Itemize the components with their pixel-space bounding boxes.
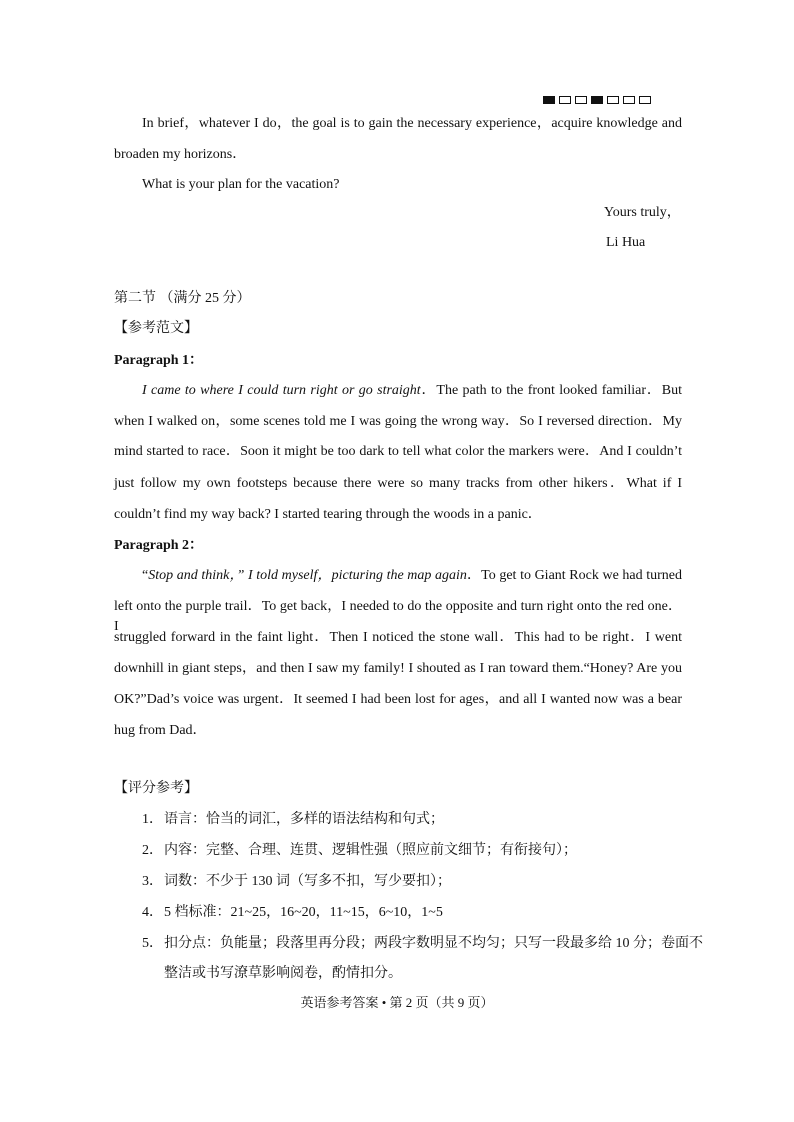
letter-closing: Yours truly， <box>604 205 681 220</box>
paragraph1-line-4: just follow my own footsteps because there were so many tracks from other hikers．What if I <box>114 476 682 491</box>
letter-line-3: What is your plan for the vacation? <box>142 177 340 192</box>
marker-square <box>623 96 635 104</box>
paragraph2-line-2: left onto the purple trail．To get back，I needed to do the opposite and turn right onto the red one．I <box>114 599 682 634</box>
marker-square <box>559 96 571 104</box>
paragraph2-line-1 <box>142 566 682 586</box>
marker-square <box>591 96 603 104</box>
scoring-item-number: 3． <box>142 874 163 889</box>
paragraph2-line-3: struggled forward in the faint light．Then I noticed the stone wall．This had to be right．I went <box>114 630 682 645</box>
scoring-item-1 <box>142 810 682 830</box>
scoring-item-2 <box>142 841 682 861</box>
scoring-item-number: 2． <box>142 843 163 858</box>
sample-label: 【参考范文】 <box>114 321 198 336</box>
scoring-item-text: 扣分点：负能量；段落里再分段；两段字数明显不均匀；只写一段最多给 10 分；卷面不 <box>164 936 703 951</box>
page-footer: 英语参考答案 • 第 2 页（共 9 页） <box>300 995 494 1010</box>
paragraph2-line-4: downhill in giant steps，and then I saw my family! I shouted as I ran toward them.“Honey? Are you <box>114 661 682 676</box>
marker-square <box>639 96 651 104</box>
paragraph1-opening-sentence: I came to where I could turn right or go straight <box>142 383 421 398</box>
scoring-item-number: 5． <box>142 936 163 951</box>
open-quote: “ <box>142 568 149 583</box>
scoring-item-number: 4． <box>142 905 163 920</box>
letter-line-1: In brief，whatever I do，the goal is to gain the necessary experience，acquire knowledge and <box>142 116 682 131</box>
paragraph1-line-5: couldn’t find my way back? I started tearing through the woods in a panic． <box>114 507 542 522</box>
paragraph1-line-1-rest: ．The path to the front looked familiar．But <box>420 383 682 398</box>
scoring-item-text: 5 档标准：21~25，16~20，11~15，6~10，1~5 <box>164 905 443 920</box>
scoring-item-4 <box>142 903 682 923</box>
paragraph1-line-2: when I walked on，some scenes told me I was going the wrong way．So I reversed direction．My <box>114 414 682 429</box>
scoring-item-number: 1． <box>142 812 163 827</box>
scoring-item-5-continued: 整洁或书写潦草影响阅卷，酌情扣分。 <box>164 966 402 981</box>
paragraph1-label: Paragraph 1： <box>114 353 204 368</box>
paragraph1-line-3: mind started to race．Soon it might be too dark to tell what color the markers were．And I couldn’t <box>114 444 682 459</box>
marker-square <box>543 96 555 104</box>
scoring-item-text: 内容：完整、合理、连贯、逻辑性强（照应前文细节；有衔接句）； <box>164 843 577 858</box>
paragraph2-label: Paragraph 2： <box>114 538 204 553</box>
scoring-item-text: 语言：恰当的词汇，多样的语法结构和句式； <box>164 812 444 827</box>
header-marker-squares <box>543 96 651 104</box>
letter-line-2: broaden my horizons． <box>114 147 247 162</box>
letter-signature: Li Hua <box>606 235 646 250</box>
marker-square <box>575 96 587 104</box>
scoring-item-5 <box>142 934 703 954</box>
scoring-item-3 <box>142 872 682 892</box>
marker-square <box>607 96 619 104</box>
paragraph2-line-6: hug from Dad． <box>114 723 207 738</box>
section-title: 第二节 （满分 25 分） <box>114 291 251 306</box>
paragraph2-line-1-rest: ．To get to Giant Rock we had turned <box>466 568 682 583</box>
paragraph2-opening-sentence: Stop and think，” I told myself，picturing the map again <box>148 568 467 583</box>
scoring-item-text: 词数：不少于 130 词（写多不扣，写少要扣）； <box>164 874 451 889</box>
paragraph2-line-5: OK?”Dad’s voice was urgent．It seemed I had been lost for ages，and all I wanted now was a bear <box>114 692 682 707</box>
paragraph1-line-1 <box>142 381 682 401</box>
scoring-title: 【评分参考】 <box>114 781 198 796</box>
